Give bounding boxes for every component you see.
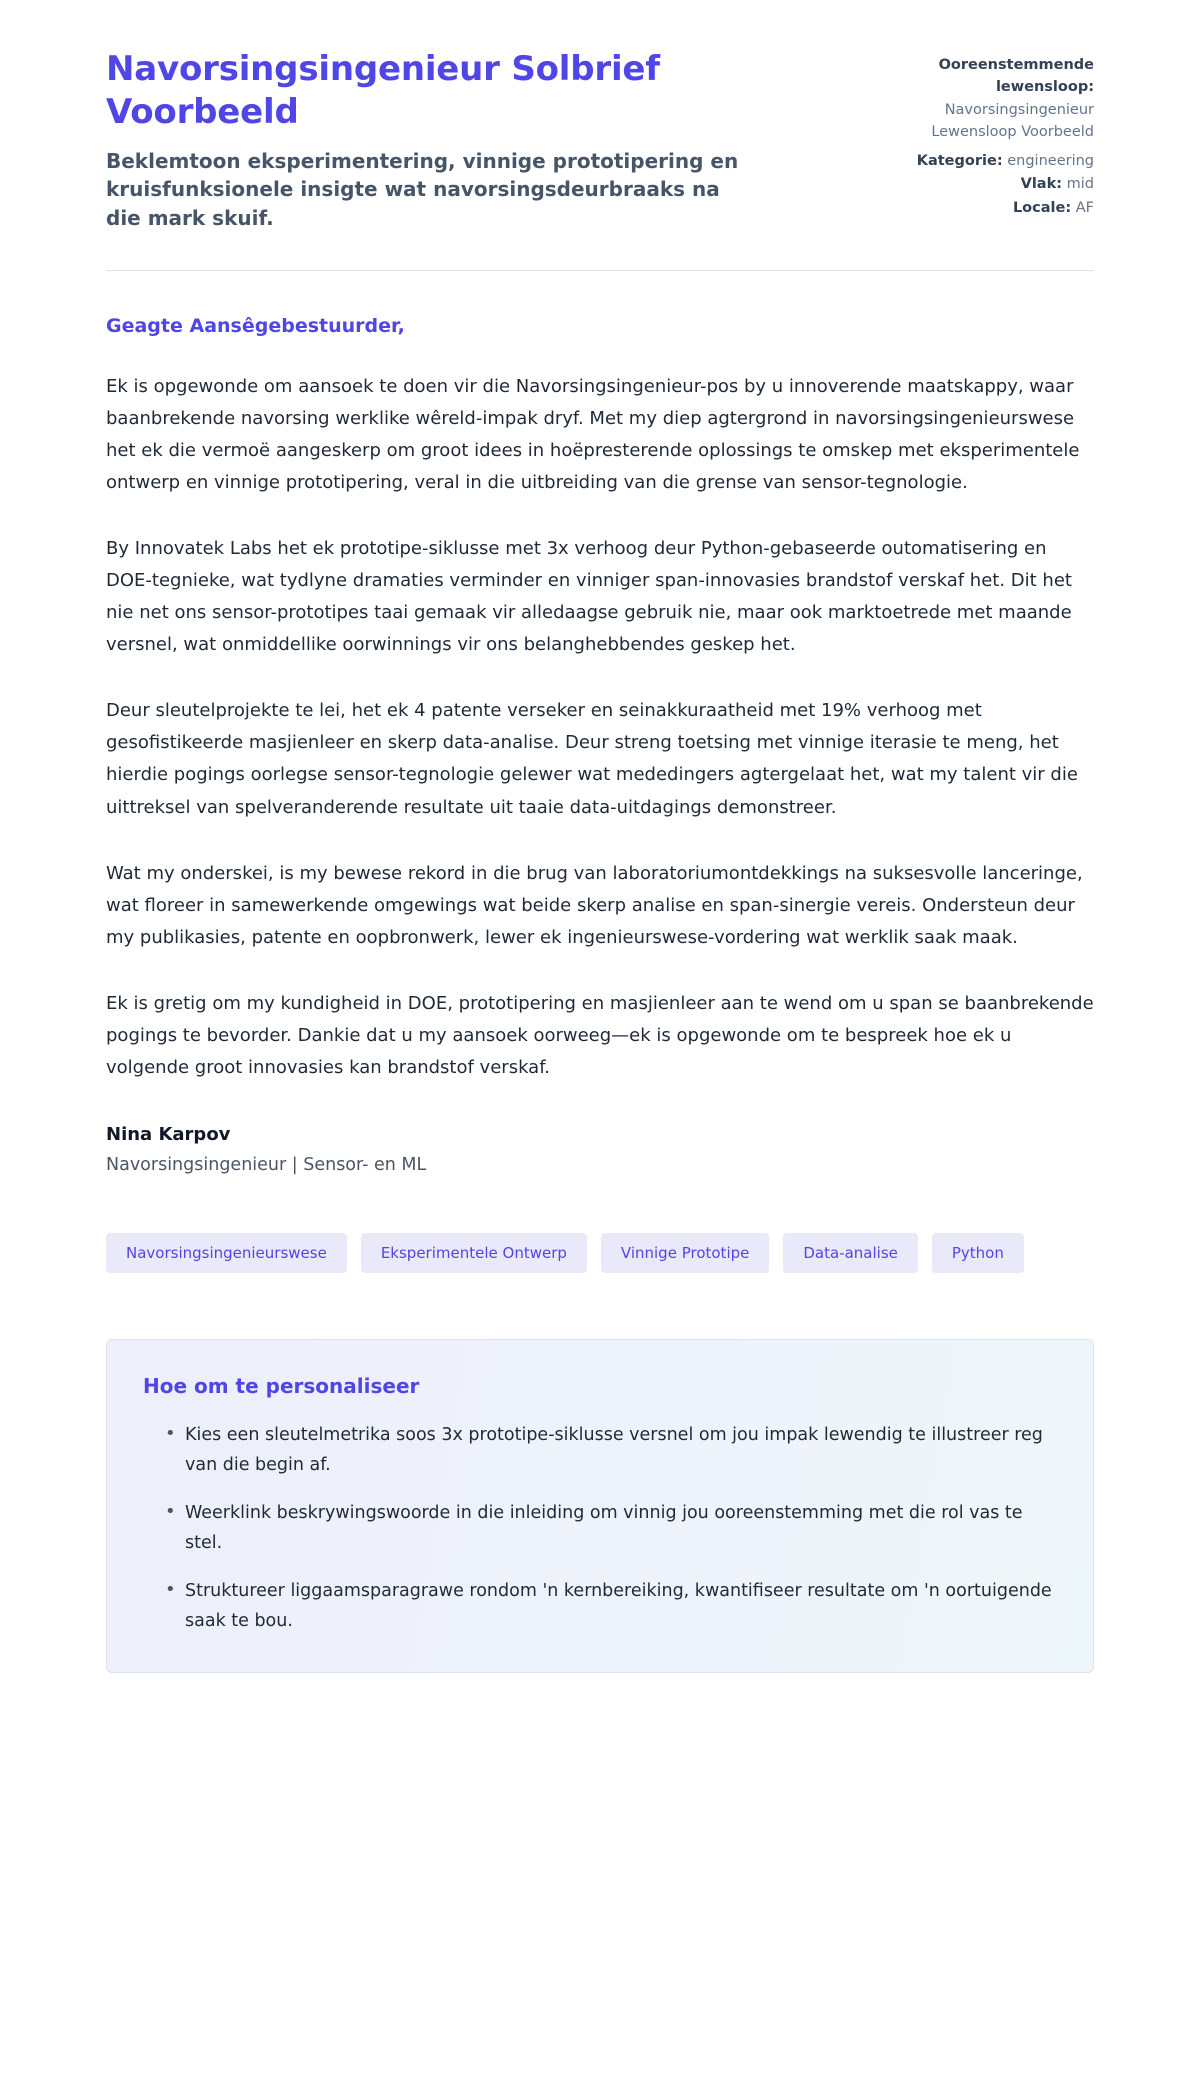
page-title: Navorsingsingenieur Solbrief Voorbeeld bbox=[106, 49, 660, 132]
meta-matching-resume-label: Ooreenstemmende lewensloop: bbox=[938, 57, 1094, 96]
page-header bbox=[106, 0, 1094, 232]
meta-locale-value: AF bbox=[1075, 199, 1094, 216]
meta-category-label: Kategorie: bbox=[916, 152, 1003, 169]
letter-body bbox=[106, 271, 1094, 1175]
header-title-group bbox=[106, 48, 766, 232]
letter-salutation: Geagte Aansêgebestuurder, bbox=[106, 315, 405, 338]
meta-matching-resume-value: Navorsingsingenieur Lewensloop Voorbeeld bbox=[931, 101, 1094, 141]
tag-pill[interactable]: Python bbox=[932, 1233, 1024, 1273]
tag-pill[interactable]: Eksperimentele Ontwerp bbox=[361, 1233, 587, 1273]
letter-paragraph: Ek is gretig om my kundigheid in DOE, prototipering en masjienleer aan te wend om u span se baanbrekende pogings te bevorder. Dankie dat u my aansoek oorweeg—ek is opgewonde om te bespreek hoe ek u volgende groot innovasies kan brandstof verskaf. bbox=[106, 992, 1094, 1078]
tag-list bbox=[106, 1233, 1094, 1273]
tip-list-item: • Struktureer liggaamsparagrawe rondom 'n kernbereiking, kwantifiseer resultate om 'n oortuigende saak te bou. bbox=[165, 1576, 1057, 1636]
signature-role: Navorsingsingenieur | Sensor- en ML bbox=[106, 1154, 427, 1175]
letter-paragraphs bbox=[106, 371, 1094, 1084]
meta-level bbox=[864, 173, 1094, 195]
personalization-tip-box bbox=[106, 1339, 1094, 1674]
document-metadata bbox=[864, 48, 1094, 220]
tip-list-item: • Kies een sleutelmetrika soos 3x prototipe-siklusse versnel om jou impak lewendig te illustreer reg van die begin af. bbox=[165, 1420, 1057, 1480]
meta-level-value: mid bbox=[1066, 176, 1094, 193]
letter-paragraph: Ek is opgewonde om aansoek te doen vir die Navorsingsingenieur-pos by u innoverende maatskappy, waar baanbrekende navorsing werklike wêreld-impak dryf. Met my diep agtergrond in navorsingsingenieurswese het ek die vermoë aangeskerp om groot idees in hoëpresterende oplossings te omskep met eksperimentele ontwerp en vinnige prototipering, veral in die uitbreiding van die grense van sensor-tegnologie. bbox=[106, 376, 1080, 494]
meta-level-label: Vlak: bbox=[1020, 176, 1063, 193]
tip-list-item: • Weerklink beskrywingswoorde in die inleiding om vinnig jou ooreenstemming met die rol vas te stel. bbox=[165, 1498, 1057, 1558]
meta-locale-label: Locale: bbox=[1012, 199, 1072, 216]
signature-name: Nina Karpov bbox=[106, 1123, 231, 1145]
letter-paragraph: Deur sleutelprojekte te lei, het ek 4 patente verseker en seinakkuraatheid met 19% verhoog met gesofistikeerde masjienleer en skerp data-analise. Deur streng toetsing met vinnige iterasie te meng, het hierdie pogings oorlegse sensor-tegnologie gelewer wat mededingers agtergelaat het, wat my talent vir die uittreksel van spelveranderende resultate uit taaie data-uitdagings demonstreer. bbox=[106, 700, 1078, 818]
tag-pill[interactable]: Vinnige Prototipe bbox=[601, 1233, 769, 1273]
page-subtitle: Beklemtoon eksperimentering, vinnige prototipering en kruisfunksionele insigte wat navorsingsdeurbraaks na die mark skuif. bbox=[106, 149, 739, 230]
tag-pill[interactable]: Navorsingsingenieurswese bbox=[106, 1233, 347, 1273]
meta-category-value: engineering bbox=[1007, 152, 1094, 169]
letter-paragraph: Wat my onderskei, is my bewese rekord in die brug van laboratoriumontdekkings na suksesvolle lanceringe, wat floreer in samewerkende omgewings wat beide skerp analise en span-sinergie vereis. Ondersteun deur my publikasies, patente en oopbronwerk, lewer ek ingenieurswese-vordering wat werklik saak maak. bbox=[106, 862, 1083, 948]
tag-pill[interactable]: Data-analise bbox=[783, 1233, 918, 1273]
meta-category bbox=[864, 150, 1094, 172]
meta-matching-resume bbox=[864, 54, 1094, 144]
tip-list bbox=[143, 1420, 1057, 1637]
signature-block bbox=[106, 1124, 1094, 1175]
letter-paragraph: By Innovatek Labs het ek prototipe-siklusse met 3x verhoog deur Python-gebaseerde outomatisering en DOE-tegnieke, wat tydlyne dramaties verminder en vinniger span-innovasies brandstof verskaf het. Dit het nie net ons sensor-prototipes taai gemaak vir alledaagse gebruik nie, maar ook marktoetrede met maande versnel, wat onmiddellike oorwinnings vir ons belanghebbendes geskep het. bbox=[106, 538, 1072, 656]
tip-box-title: Hoe om te personaliseer bbox=[143, 1373, 420, 1398]
meta-locale bbox=[864, 197, 1094, 219]
